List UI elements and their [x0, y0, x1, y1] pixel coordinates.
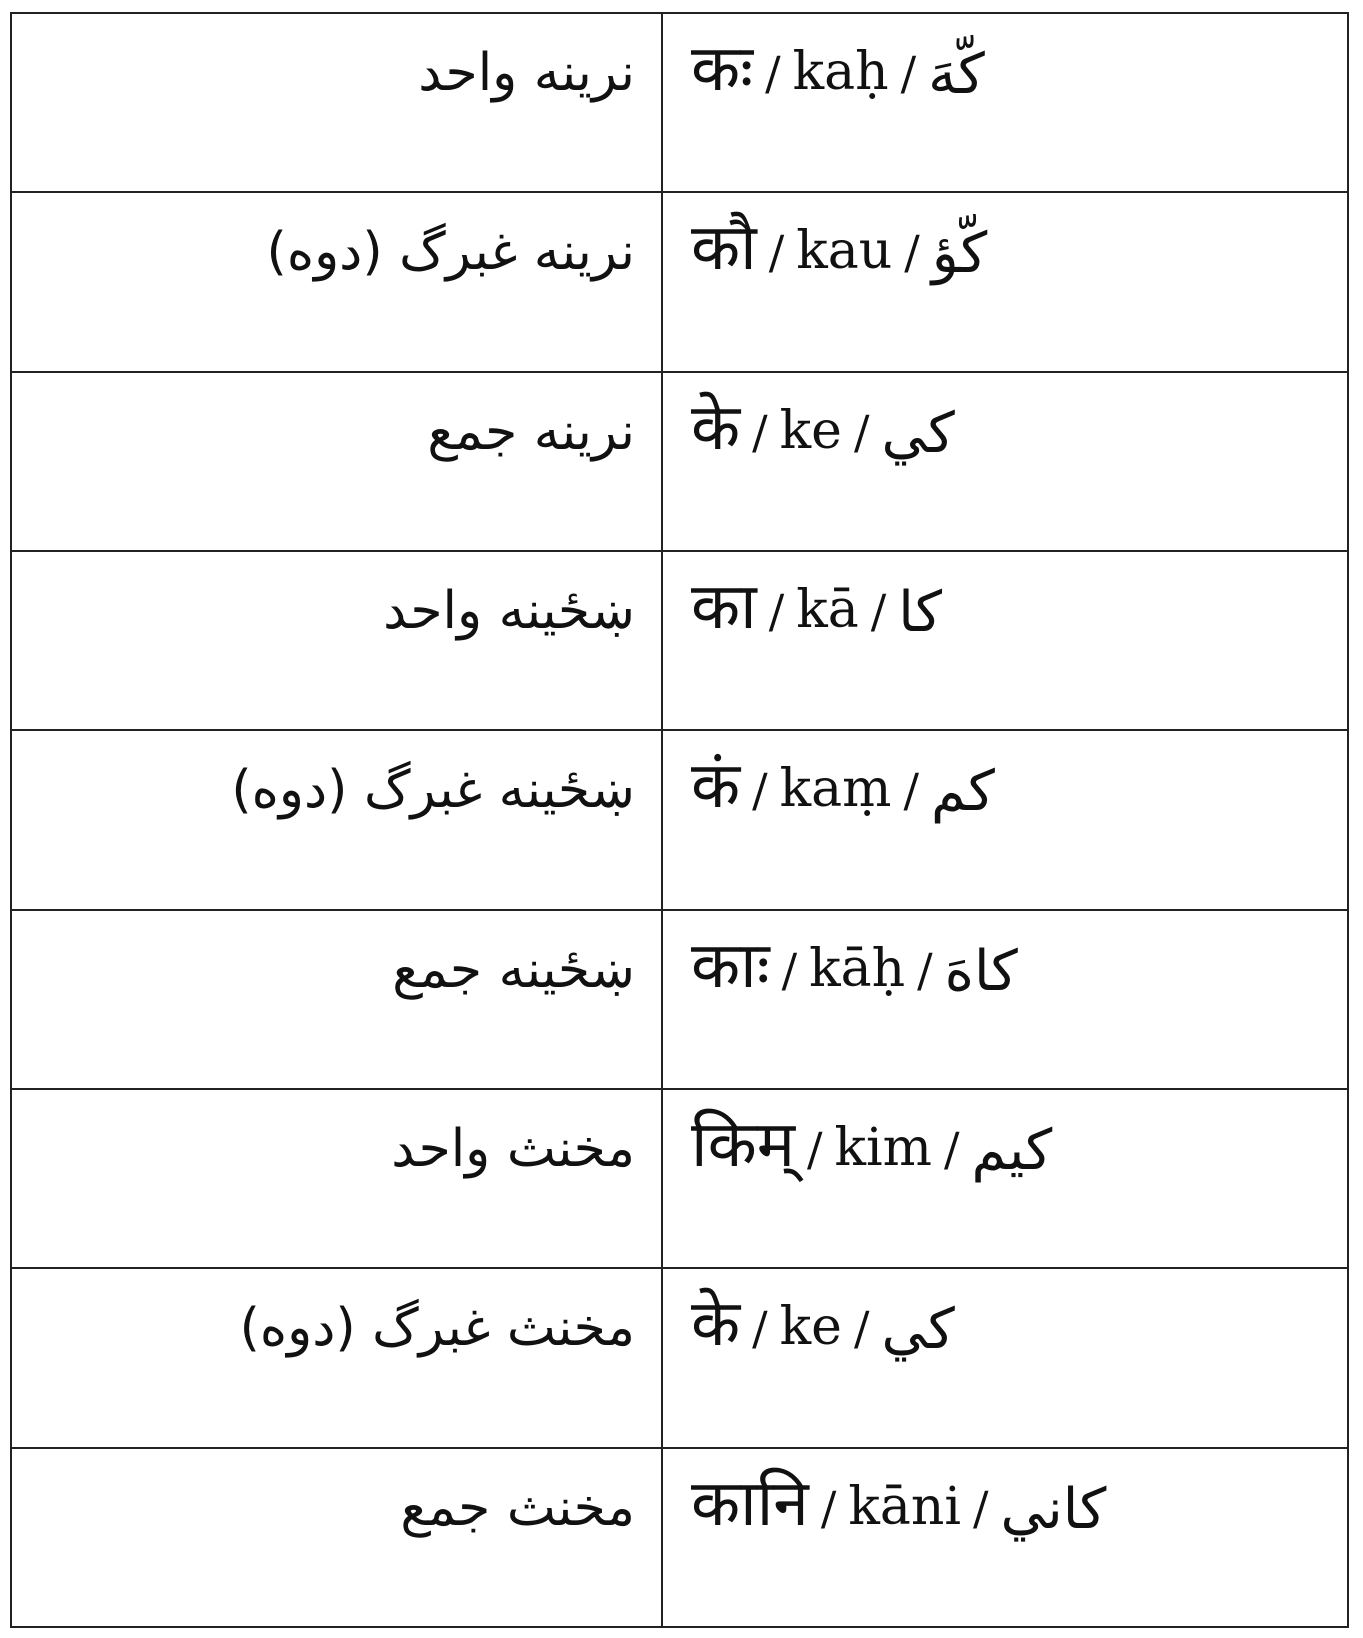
- separator: /: [870, 583, 887, 638]
- arabic-script-form: كا: [898, 579, 942, 645]
- separator: /: [807, 1121, 823, 1176]
- gender-number-label: مخنث جمع: [400, 1477, 635, 1538]
- transliteration: kā: [796, 579, 859, 640]
- separator: /: [768, 225, 785, 280]
- gender-number-label: نرينه جمع: [427, 401, 635, 462]
- table-row: [12, 193, 1347, 372]
- devanagari-form: के: [691, 1287, 741, 1362]
- separator: /: [820, 1480, 837, 1535]
- label-cell: [12, 731, 663, 908]
- separator: /: [903, 763, 919, 818]
- form-cell: [663, 731, 1347, 908]
- gender-number-label: مخنث غبرگ (دوه): [239, 1298, 635, 1359]
- transliteration: kāḥ: [809, 938, 906, 999]
- label-cell: [12, 1449, 663, 1626]
- transliteration: kaṃ: [779, 759, 892, 820]
- table-row: [12, 552, 1347, 731]
- gender-number-label: نرينه غبرگ (دوه): [266, 222, 635, 283]
- label-cell: [12, 193, 663, 370]
- transliteration: kim: [834, 1117, 932, 1178]
- form-cell: [663, 14, 1347, 191]
- label-cell: [12, 552, 663, 729]
- table-row: [12, 373, 1347, 552]
- form-cell: [663, 193, 1347, 370]
- transliteration: ke: [779, 1297, 842, 1358]
- separator: /: [752, 1301, 768, 1356]
- label-cell: [12, 1269, 663, 1446]
- separator: /: [768, 583, 785, 638]
- separator: /: [752, 404, 768, 459]
- transliteration: kāni: [848, 1476, 961, 1537]
- label-cell: [12, 911, 663, 1088]
- transliteration: kaḥ: [792, 42, 889, 102]
- separator: /: [900, 46, 917, 100]
- pronoun-table: [10, 12, 1349, 1628]
- table-row: [12, 911, 1347, 1090]
- form-cell: [663, 373, 1347, 550]
- form-cell: [663, 1449, 1347, 1626]
- label-cell: [12, 14, 663, 191]
- label-cell: [12, 1090, 663, 1267]
- transliteration: kau: [796, 221, 893, 282]
- gender-number-label: مخنث واحد: [391, 1118, 635, 1179]
- devanagari-form: कानि: [691, 1466, 809, 1541]
- devanagari-form: कौ: [691, 211, 757, 286]
- separator: /: [904, 225, 920, 280]
- separator: /: [853, 404, 870, 459]
- arabic-script-form: كاني: [1000, 1476, 1107, 1542]
- label-cell: [12, 373, 663, 550]
- devanagari-form: काः: [691, 928, 770, 1003]
- devanagari-form: कं: [691, 749, 741, 824]
- form-cell: [663, 911, 1347, 1088]
- gender-number-label: ښځينه غبرگ (دوه): [231, 760, 635, 821]
- separator: /: [853, 1301, 870, 1356]
- arabic-script-form: كّؤ: [931, 221, 988, 287]
- devanagari-form: के: [691, 390, 741, 465]
- devanagari-form: किम्: [691, 1107, 795, 1182]
- devanagari-form: का: [691, 569, 757, 644]
- separator: /: [765, 46, 781, 100]
- gender-number-label: ښځينه جمع: [392, 939, 635, 1000]
- arabic-script-form: كم: [930, 759, 995, 825]
- table-row: [12, 14, 1347, 193]
- arabic-script-form: كي: [881, 400, 955, 466]
- arabic-script-form: كّهَ: [928, 42, 985, 107]
- devanagari-form: कः: [691, 32, 754, 106]
- arabic-script-form: كي: [881, 1297, 955, 1363]
- arabic-script-form: كاهَ: [944, 938, 1018, 1004]
- separator: /: [752, 763, 768, 818]
- table-row: [12, 1090, 1347, 1269]
- transliteration: ke: [779, 400, 842, 461]
- separator: /: [943, 1121, 960, 1176]
- table-row: [12, 1269, 1347, 1448]
- form-cell: [663, 1090, 1347, 1267]
- form-cell: [663, 552, 1347, 729]
- separator: /: [781, 942, 798, 997]
- separator: /: [972, 1480, 989, 1535]
- separator: /: [917, 942, 933, 997]
- gender-number-label: نرينه واحد: [418, 43, 635, 103]
- table-row: [12, 1449, 1347, 1626]
- gender-number-label: ښځينه واحد: [383, 580, 635, 641]
- table-row: [12, 731, 1347, 910]
- arabic-script-form: كيم: [971, 1117, 1053, 1183]
- form-cell: [663, 1269, 1347, 1446]
